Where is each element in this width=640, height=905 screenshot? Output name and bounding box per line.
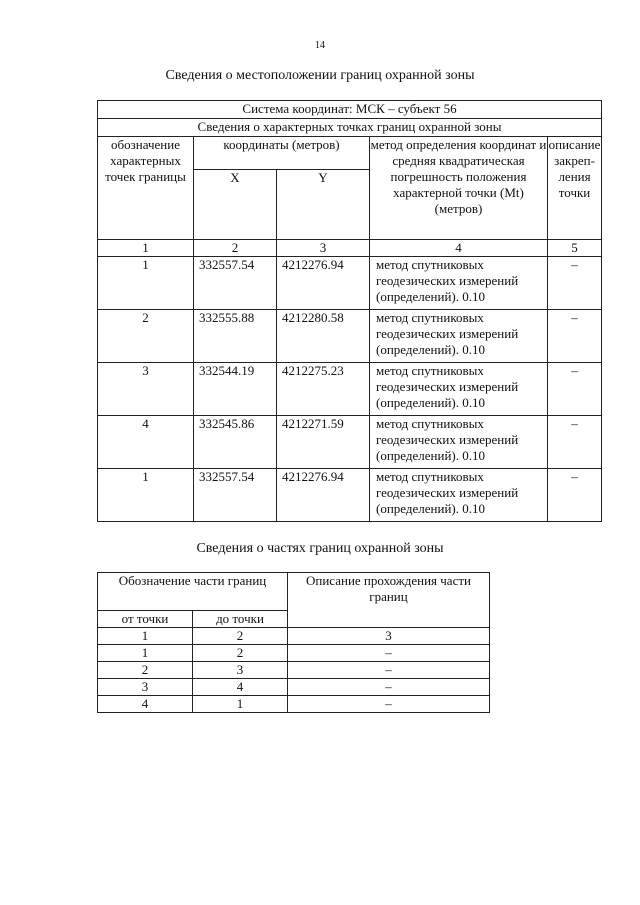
coord-y: 4212275.23: [277, 363, 370, 416]
method-text: метод спутниковых геодезических измерений (определений). 0.10: [370, 310, 548, 363]
fixing-description-header: описание закреп-ления точки: [548, 137, 602, 240]
points-subheader: Сведения о характерных точках границ охранной зоны: [98, 119, 602, 137]
coord-y: 4212276.94: [277, 257, 370, 310]
point-id: 1: [98, 257, 194, 310]
coord-x: 332557.54: [194, 257, 277, 310]
method-text: метод спутниковых геодезических измерений (определений). 0.10: [370, 363, 548, 416]
column-number: 1: [98, 628, 193, 645]
boundary-points-table: [97, 100, 602, 522]
part-description: –: [288, 696, 490, 713]
to-point: 1: [193, 696, 288, 713]
section-title-location: Сведения о местоположении границ охранной зоны: [165, 68, 475, 83]
part-description: –: [288, 662, 490, 679]
fixing-description: –: [548, 469, 602, 522]
method-text: метод спутниковых геодезических измерений (определений). 0.10: [370, 257, 548, 310]
table-row: [98, 310, 602, 363]
to-point: 3: [193, 662, 288, 679]
table-row: [98, 696, 490, 713]
point-id: 3: [98, 363, 194, 416]
fixing-description: –: [548, 363, 602, 416]
to-point: 4: [193, 679, 288, 696]
part-description-header: Описание прохождения части границ: [288, 573, 490, 628]
coord-x: 332555.88: [194, 310, 277, 363]
coordinate-system-header: Система координат: МСК – субъект 56: [98, 101, 602, 119]
method-text: метод спутниковых геодезических измерений (определений). 0.10: [370, 469, 548, 522]
from-point: 1: [98, 645, 193, 662]
table-row: [98, 469, 602, 522]
method-header: метод определения координат и средняя квадратическая погрешность положения характерной точки (Mt) (метров): [370, 137, 548, 240]
column-number: 3: [288, 628, 490, 645]
part-description: –: [288, 679, 490, 696]
coordinates-header: координаты (метров): [194, 137, 370, 170]
point-id: 4: [98, 416, 194, 469]
from-point-header: от точки: [98, 611, 193, 628]
part-description: –: [288, 645, 490, 662]
table-row: [98, 645, 490, 662]
table-row: [98, 363, 602, 416]
table-row: [98, 416, 602, 469]
fixing-description: –: [548, 310, 602, 363]
from-point: 4: [98, 696, 193, 713]
column-number: 1: [98, 240, 194, 257]
column-number: 4: [370, 240, 548, 257]
boundary-parts-table: [97, 572, 490, 713]
table-row: [98, 679, 490, 696]
column-number: 2: [193, 628, 288, 645]
x-header: X: [194, 170, 277, 240]
coord-x: 332557.54: [194, 469, 277, 522]
column-number: 2: [194, 240, 277, 257]
method-text: метод спутниковых геодезических измерений (определений). 0.10: [370, 416, 548, 469]
y-header: Y: [277, 170, 370, 240]
page-number: 14: [315, 40, 325, 51]
fixing-description: –: [548, 257, 602, 310]
coord-x: 332545.86: [194, 416, 277, 469]
from-point: 3: [98, 679, 193, 696]
section-title-parts: Сведения о частях границ охранной зоны: [196, 541, 444, 556]
column-number: 5: [548, 240, 602, 257]
coord-y: 4212276.94: [277, 469, 370, 522]
to-point-header: до точки: [193, 611, 288, 628]
table-row: [98, 257, 602, 310]
to-point: 2: [193, 645, 288, 662]
coord-y: 4212271.59: [277, 416, 370, 469]
coord-x: 332544.19: [194, 363, 277, 416]
point-designation-header: обозначение характерных точек границы: [98, 137, 194, 240]
point-id: 1: [98, 469, 194, 522]
point-id: 2: [98, 310, 194, 363]
from-point: 2: [98, 662, 193, 679]
fixing-description: –: [548, 416, 602, 469]
part-designation-header: Обозначение части границ: [98, 573, 288, 611]
table-row: [98, 662, 490, 679]
coord-y: 4212280.58: [277, 310, 370, 363]
column-number: 3: [277, 240, 370, 257]
